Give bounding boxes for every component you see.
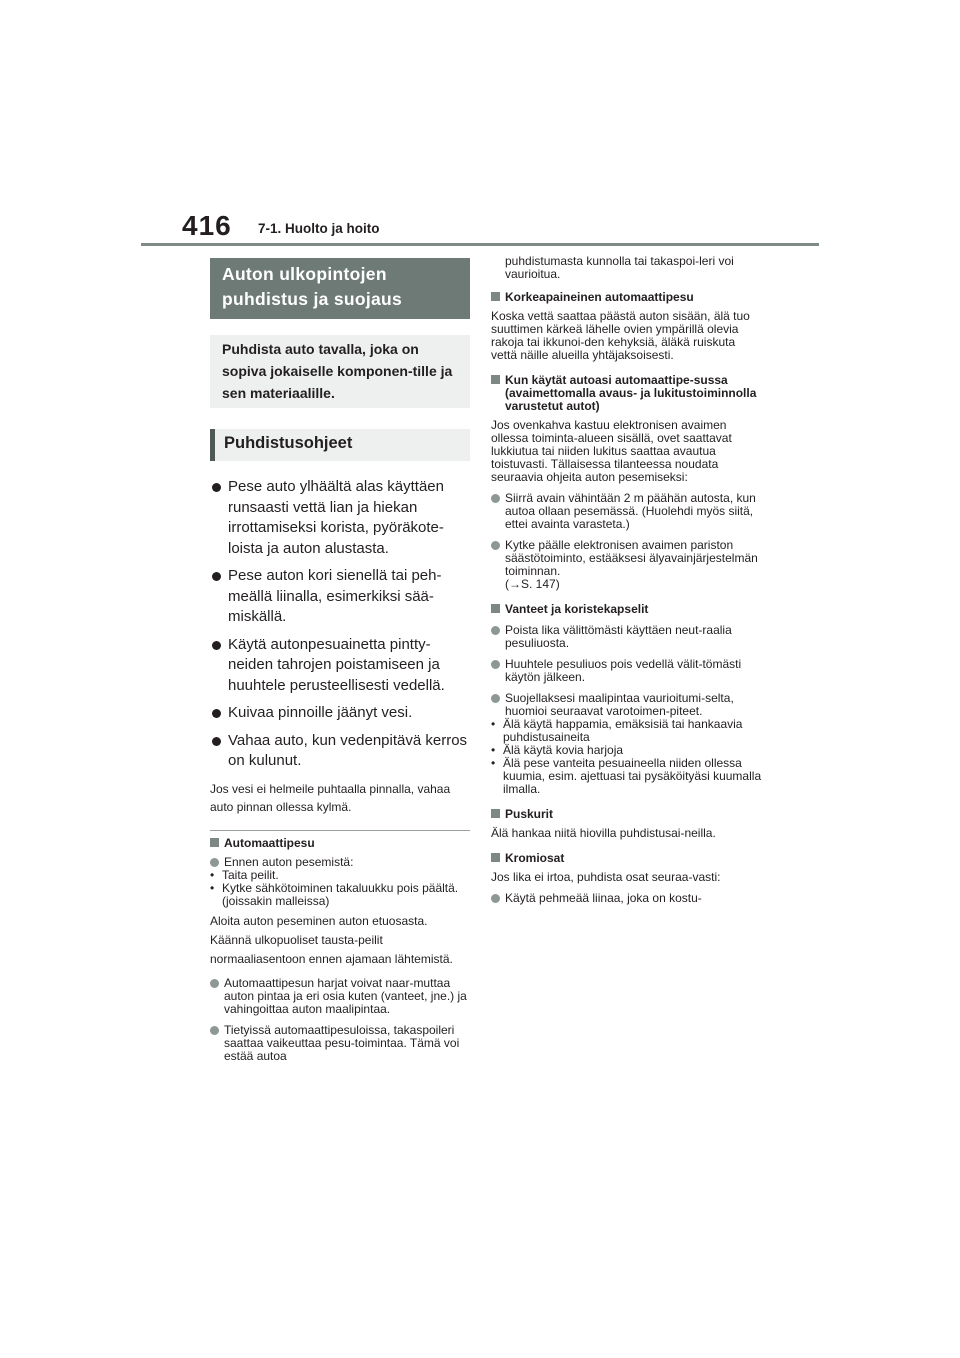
list-item: Kytke päälle elektronisen avaimen pariston säästötoiminto, estääksesi älyavainjärjestelmän toiminnan. (→S. 147) <box>491 539 763 591</box>
smart-key-text: Jos ovenkahva kastuu elektronisen avaimen ollessa toiminta-alueen sisällä, ovet saattavat lukkiutua tai niiden lukitus saattaa avautua toistuvasti. Tällaisessa tilanteessa noudata seuraavia ohjeita auton pesemiseksi: <box>491 418 732 484</box>
sub-list-item: • Älä käytä kovia harjoja <box>491 743 624 757</box>
bumpers-heading: Puskurit <box>491 808 763 821</box>
subheading-box <box>210 429 470 461</box>
circle-bullet-icon <box>491 660 500 669</box>
auto-wash-heading: Automaattipesu <box>210 837 470 850</box>
square-bullet-icon <box>491 853 500 862</box>
high-pressure-text: Koska vettä saattaa päästä auton sisään, älä tuo suuttimen kärkeä lähelle ovien ympärillä olevia rakoja tai ikkunoi-den kehyksiä, äläkä ruiskuta vettä näille alueilla yhtäjaksoisesti. <box>491 309 750 362</box>
circle-bullet-icon <box>210 1026 219 1035</box>
circle-bullet-icon <box>210 858 219 867</box>
bullet-dot-icon <box>212 572 221 581</box>
intro-box: Puhdista auto tavalla, joka on sopiva jokaiselle komponen-tille ja sen materiaalille. <box>210 335 470 408</box>
list-item: Kuivaa pinnoille jäänyt vesi. <box>210 703 470 724</box>
header-rule <box>141 243 819 246</box>
circle-bullet-icon <box>210 979 219 988</box>
list-item: Huuhtele pesuliuos pois vedellä välit-tömästi käytön jälkeen. <box>491 658 763 684</box>
list-item: Vahaa auto, kun vedenpitävä kerros on kulunut. <box>210 731 470 772</box>
sub-list-item: • Älä käytä happamia, emäksisiä tai hankaavia puhdistusaineita <box>491 717 743 744</box>
list-item: Poista lika välittömästi käyttäen neut-raalia pesuliuosta. <box>491 624 763 650</box>
circle-bullet-icon <box>491 694 500 703</box>
list-item: Käytä autonpesuainetta pintty-neiden tahrojen poistamiseen ja huuhtele perusteellisesti vedellä. <box>210 635 470 697</box>
chrome-heading: Kromiosat <box>491 852 763 865</box>
list-item: Pese auton kori sienellä tai peh-meällä liinalla, esimerkiksi sää-miskällä. <box>210 566 470 628</box>
section-heading: Auton ulkopintojen puhdistus ja suojaus <box>210 258 470 319</box>
high-pressure-heading: Korkeapaineinen automaattipesu <box>491 291 763 304</box>
circle-bullet-icon <box>491 626 500 635</box>
right-column <box>491 255 763 905</box>
circle-bullet-icon <box>491 541 500 550</box>
list-item: Ennen auton pesemistä: <box>210 856 470 869</box>
bullet-dot-icon <box>212 709 221 718</box>
arrow-right-icon: → <box>509 577 521 591</box>
subheading-text: Puhdistusohjeet <box>224 434 353 452</box>
bullet-dot-icon <box>212 737 221 746</box>
square-bullet-icon <box>210 838 219 847</box>
section-title: 7-1. Huolto ja hoito <box>258 221 380 236</box>
sub-list-item: • Taita peilit. <box>210 867 279 882</box>
list-item: Käytä pehmeää liinaa, joka on kostu- <box>491 892 763 905</box>
square-bullet-icon <box>491 809 500 818</box>
list-item: Pese auto ylhäältä alas käyttäen runsaasti vettä lian ja hiekan irrottamiseksi korista, pyöräkote-loista ja auton alustasta. <box>210 477 470 559</box>
page-number: 416 <box>182 210 232 241</box>
smart-key-heading: Kun käytät autoasi automaattipe-sussa (avaimettomalla avaus- ja lukitustoiminnolla varustetut autot) <box>491 374 763 413</box>
bullet-dot-icon <box>212 483 221 492</box>
square-bullet-icon <box>491 375 500 384</box>
sub-list-item: • Kytke sähkötoiminen takaluukku pois päältä. (joissakin malleissa) <box>210 880 459 908</box>
left-column <box>210 258 470 1063</box>
cleaning-instructions-list <box>210 477 470 772</box>
list-item: Tietyissä automaattipesuloissa, takaspoileri saattaa vaikeuttaa pesu-toimintaa. Tämä voi estää autoa <box>210 1024 470 1063</box>
auto-wash-paragraph: Aloita auton peseminen auton etuosasta. Käännä ulkopuoliset tausta-peilit normaaliasentoon ennen ajamaan lähtemistä. <box>210 913 453 966</box>
square-bullet-icon <box>491 604 500 613</box>
bullet-dot-icon <box>212 641 221 650</box>
page-reference[interactable]: S. 147) <box>521 577 560 591</box>
divider <box>210 830 470 831</box>
list-item: Automaattipesun harjat voivat naar-muttaa auton pintaa ja eri osia kuten (vanteet, jne.) ja vahingoittaa auton maalipintaa. <box>210 977 470 1016</box>
circle-bullet-icon <box>491 894 500 903</box>
list-item: Suojellaksesi maalipintaa vaurioitumi-selta, huomioi seuraavat varotoimen-piteet. <box>491 692 763 718</box>
bumpers-text: Älä hankaa niitä hiovilla puhdistusai-neilla. <box>491 826 716 840</box>
sub-list-item: • Älä pese vanteita pesuaineella niiden ollessa kuumia, esim. ajettuasi tai pysäköityäsi kuumalla ilmalla. <box>491 756 762 796</box>
chrome-text: Jos lika ei irtoa, puhdista osat seuraa-vasti: <box>491 870 721 884</box>
continuation-text: puhdistumasta kunnolla tai takaspoi-leri voi vaurioitua. <box>505 254 734 281</box>
circle-bullet-icon <box>491 494 500 503</box>
subheading-bar <box>210 429 215 461</box>
square-bullet-icon <box>491 292 500 301</box>
wheels-heading: Vanteet ja koristekapselit <box>491 603 763 616</box>
wax-note: Jos vesi ei helmeile puhtaalla pinnalla, vahaa auto pinnan ollessa kylmä. <box>210 781 451 814</box>
list-item: Siirrä avain vähintään 2 m päähän autosta, kun autoa ollaan pesemässä. (Huolehdi myös siitä, ettei avainta varasteta.) <box>491 492 763 531</box>
